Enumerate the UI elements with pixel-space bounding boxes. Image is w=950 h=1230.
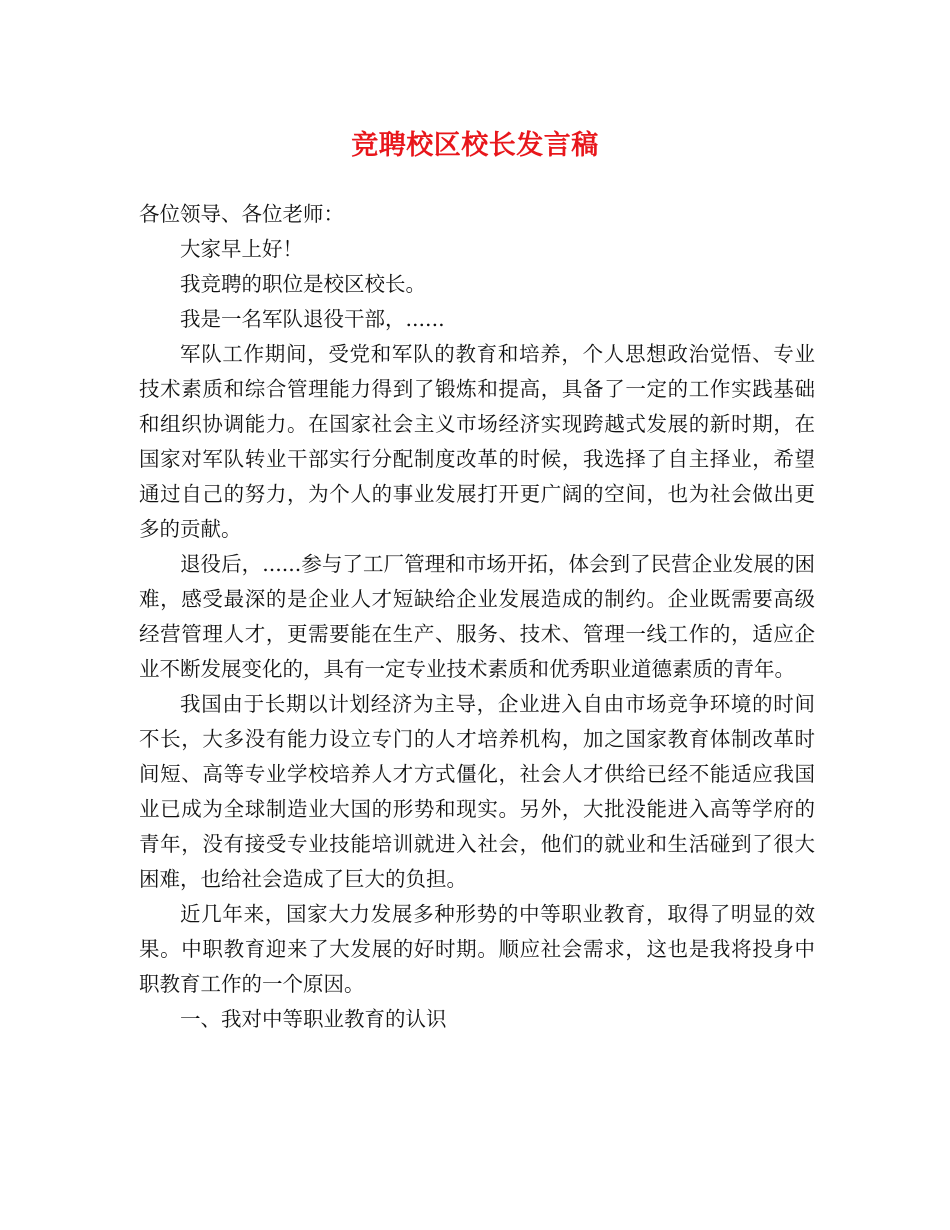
paragraph-background: 我是一名军队退役干部，...... (180, 307, 445, 331)
document-title: 竞聘校区校长发言稿 (351, 130, 599, 161)
section-heading-understanding: 一、我对中等职业教育的认识 (180, 1007, 447, 1031)
salutation: 各位领导、各位老师： (139, 202, 344, 226)
paragraph-national-situation: 我国由于长期以计划经济为主导，企业进入自由市场竞争环境的时间不长，大多没有能力设立专门的人才培养机构，加之国家教育体制改革时间短、高等专业学校培养人才方式僵化，社会人才供给已经不能适应我国业已成为全球制造业大国的形势和现实。另外，大批没能进入高等学府的青年，没有接受专业技能培训就进入社会，他们的就业和生活碰到了很大困难，也给社会造成了巨大的负担。 (139, 692, 815, 891)
paragraph-military-service: 军队工作期间，受党和军队的教育和培养，个人思想政治觉悟、专业技术素质和综合管理能力得到了锻炼和提高，具备了一定的工作实践基础和组织协调能力。在国家社会主义市场经济实现跨越式发展的新时期，在国家对军队转业干部实行分配制度改革的时候，我选择了自主择业，希望通过自己的努力，为个人的事业发展打开更广阔的空间，也为社会做出更多的贡献。 (139, 342, 815, 541)
document-body (139, 197, 815, 1037)
paragraph-greeting: 大家早上好！ (180, 237, 303, 261)
paragraph-after-retirement: 退役后，......参与了工厂管理和市场开拓，体会到了民营企业发展的困难，感受最深的是企业人才短缺给企业发展造成的制约。企业既需要高级经营管理人才，更需要能在生产、服务、技术、管理一线工作的，适应企业不断发展变化的，具有一定专业技术素质和优秀职业道德素质的青年。 (139, 552, 815, 681)
paragraph-vocational-education: 近几年来，国家大力发展多种形势的中等职业教育，取得了明显的效果。中职教育迎来了大发展的好时期。顺应社会需求，这也是我将投身中职教育工作的一个原因。 (139, 902, 815, 996)
paragraph-position: 我竞聘的职位是校区校长。 (180, 272, 426, 296)
